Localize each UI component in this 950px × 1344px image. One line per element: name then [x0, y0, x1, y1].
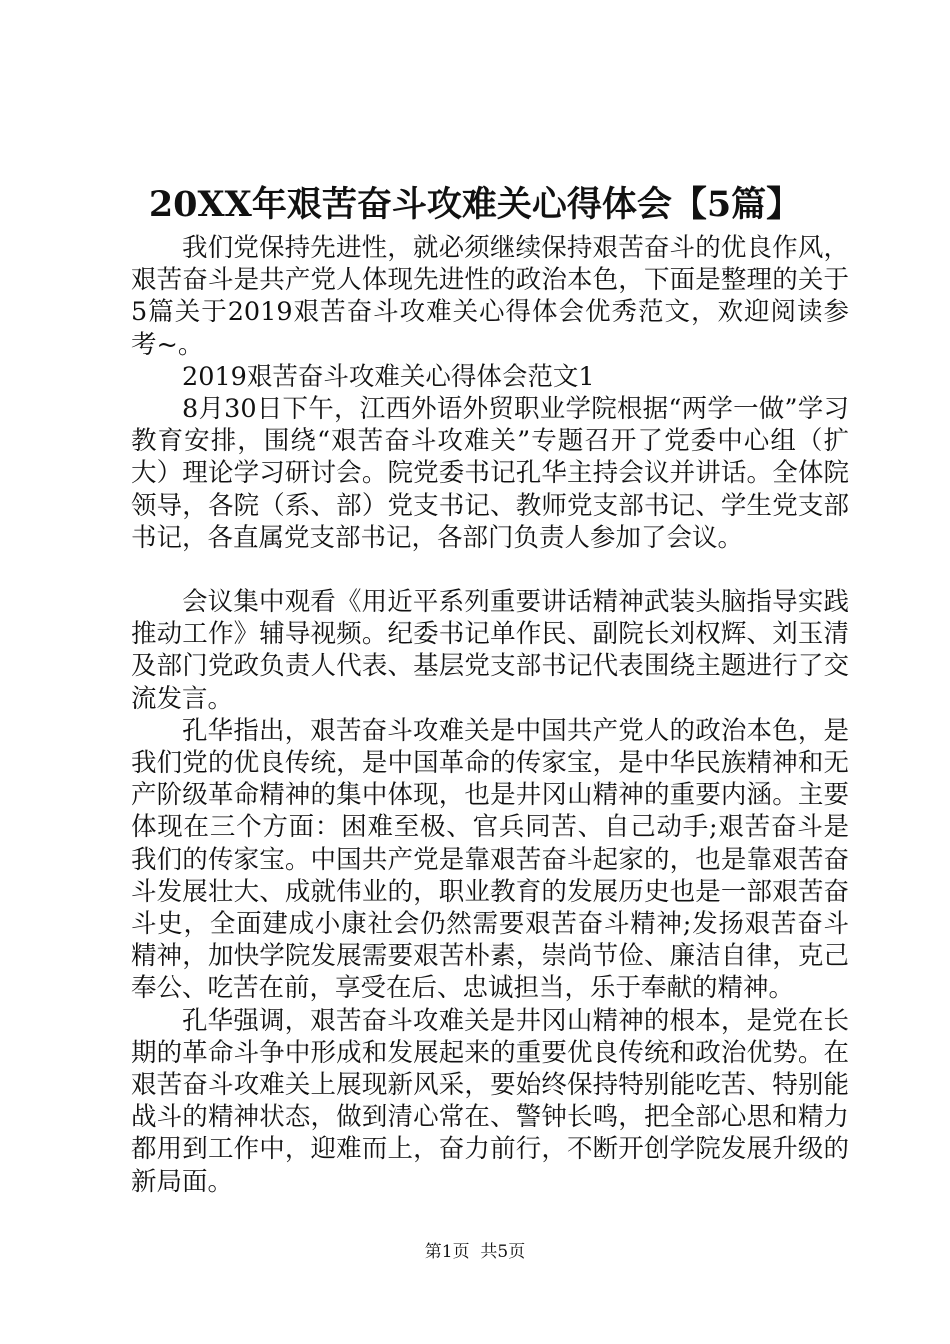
intro-paragraph: 我们党保持先进性，就必须继续保持艰苦奋斗的优良作风，艰苦奋斗是共产党人体现先进性的政治本色，下面是整理的关于5篇关于2019艰苦奋斗攻难关心得体会优秀范文，欢迎阅读参考~。	[131, 233, 849, 360]
body-paragraph: 会议集中观看《用近平系列重要讲话精神武装头脑指导实践推动工作》辅导视频。纪委书记单作民、副院长刘权辉、刘玉清及部门党政负责人代表、基层党支部书记代表围绕主题进行了交流发言。	[131, 587, 849, 714]
body-paragraph: 孔华强调，艰苦奋斗攻难关是井冈山精神的根本，是党在长期的革命斗争中形成和发展起来的重要优良传统和政治优势。在艰苦奋斗攻难关上展现新风采，要始终保持特别能吃苦、特别能战斗的精神状态，做到清心常在、警钟长鸣，把全部心思和精力都用到工作中，迎难而上，奋力前行，不断开创学院发展升级的新局面。	[131, 1005, 849, 1197]
page-footer: 第1页 共5页	[424, 1242, 526, 1262]
body-paragraph: 孔华指出，艰苦奋斗攻难关是中国共产党人的政治本色，是我们党的优良传统，是中国革命的传家宝，是中华民族精神和无产阶级革命精神的集中体现，也是井冈山精神的重要内涵。主要体现在三个方面：困难至极、官兵同苦、自己动手;艰苦奋斗是我们的传家宝。中国共产党是靠艰苦奋斗起家的，也是靠艰苦奋斗发展壮大、成就伟业的，职业教育的发展历史也是一部艰苦奋斗史，全面建成小康社会仍然需要艰苦奋斗精神;发扬艰苦奋斗精神，加快学院发展需要艰苦朴素，崇尚节俭、廉洁自律，克己奉公、吃苦在前，享受在后、忠诚担当，乐于奉献的精神。	[131, 715, 849, 1004]
section-heading: 2019艰苦奋斗攻难关心得体会范文1	[182, 361, 595, 392]
body-paragraph: 8月30日下午，江西外语外贸职业学院根据“两学一做”学习教育安排，围绕“艰苦奋斗攻难关”专题召开了党委中心组（扩大）理论学习研讨会。院党委书记孔华主持会议并讲话。全体院领导，各院（系、部）党支书记、教师党支部书记、学生党支部书记，各直属党支部书记，各部门负责人参加了会议。	[131, 394, 849, 553]
document-title: 20XX年艰苦奋斗攻难关心得体会【5篇】	[148, 184, 802, 225]
document-body	[131, 232, 849, 1198]
